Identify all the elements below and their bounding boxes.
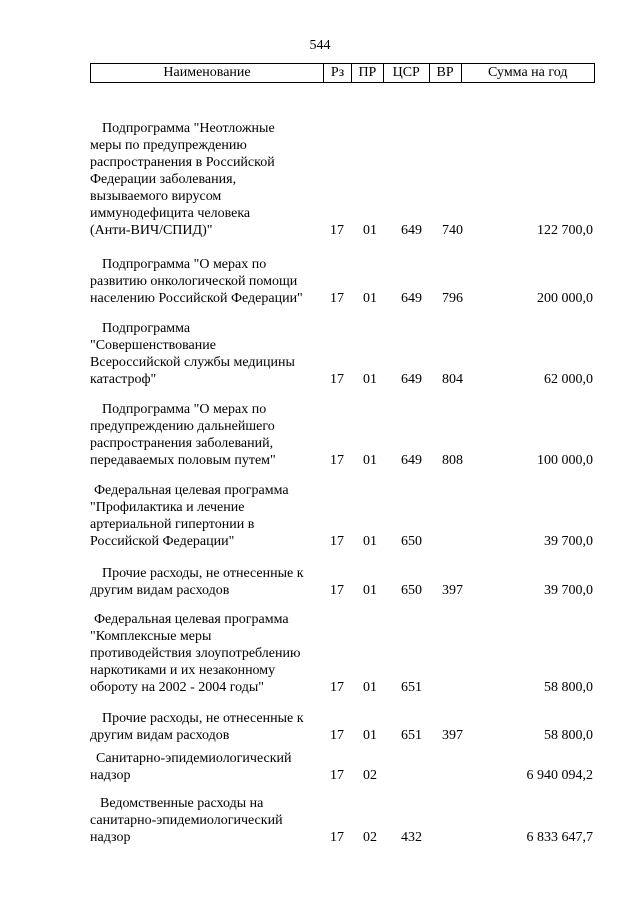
row-vr: 397 [442, 728, 463, 743]
row-name: Прочие расходы, не отнесенные к другим видам расходов [90, 711, 304, 743]
row-pr: 01 [363, 680, 377, 695]
header-name: Наименование [91, 64, 324, 82]
header-pr: ПР [352, 64, 384, 82]
row-pr: 01 [363, 583, 377, 598]
table-row [90, 318, 595, 388]
row-csr: 651 [401, 680, 422, 695]
row-name: Ведомственные расходы на санитарно-эпидемиологический надзор [90, 796, 283, 845]
row-sum: 39 700,0 [544, 583, 593, 598]
row-vr: 397 [442, 583, 463, 598]
row-sum: 62 000,0 [544, 372, 593, 387]
row-sum: 6 940 094,2 [526, 768, 593, 783]
row-vr: 804 [442, 372, 463, 387]
row-csr: 432 [401, 830, 422, 845]
table-row [90, 793, 595, 846]
row-rz: 17 [330, 680, 344, 695]
row-name: Подпрограмма "Совершенствование Всероссийской службы медицины катастроф" [90, 321, 295, 387]
table-row [90, 608, 595, 696]
table-row [90, 480, 595, 550]
row-sum: 200 000,0 [537, 291, 593, 306]
table-row [90, 563, 595, 599]
row-sum: 122 700,0 [537, 223, 593, 238]
row-csr: 649 [401, 291, 422, 306]
row-rz: 17 [330, 583, 344, 598]
table-row [90, 708, 595, 744]
header-sum: Сумма на год [488, 65, 568, 80]
row-pr: 01 [363, 534, 377, 549]
row-sum: 58 800,0 [544, 680, 593, 695]
table-row [90, 399, 595, 469]
table-row [90, 255, 595, 307]
row-name: Санитарно-эпидемиологический надзор [90, 751, 292, 783]
row-name: Подпрограмма "О мерах по предупреждению дальнейшего распространения заболеваний, передаваемых половым путем" [90, 402, 276, 468]
row-csr: 649 [401, 223, 422, 238]
row-rz: 17 [330, 830, 344, 845]
row-pr: 01 [363, 223, 377, 238]
row-rz: 17 [330, 291, 344, 306]
row-name: Подпрограмма "Неотложные меры по предупреждению распространения в Российской Федерации заболевания, вызываемого вирусом иммунодефицита человека (Анти-ВИЧ/СПИД)" [90, 121, 275, 238]
row-sum: 100 000,0 [537, 453, 593, 468]
row-rz: 17 [330, 534, 344, 549]
row-csr: 650 [401, 583, 422, 598]
row-vr: 808 [442, 453, 463, 468]
row-rz: 17 [330, 728, 344, 743]
row-name: Прочие расходы, не отнесенные к другим видам расходов [90, 566, 304, 598]
header-rz: Рз [324, 64, 352, 82]
row-csr: 649 [401, 453, 422, 468]
row-name: Федеральная целевая программа "Профилактика и лечение артериальной гипертонии в Российской Федерации" [90, 483, 289, 549]
table-row [90, 116, 595, 239]
row-pr: 01 [363, 291, 377, 306]
table-header [90, 63, 595, 83]
row-sum: 39 700,0 [544, 534, 593, 549]
row-sum: 6 833 647,7 [526, 830, 593, 845]
row-sum: 58 800,0 [544, 728, 593, 743]
row-name: Федеральная целевая программа "Комплексные меры противодействия злоупотреблению наркотиками и их незаконному обороту на 2002 - 2004 годы" [90, 612, 301, 695]
row-rz: 17 [330, 453, 344, 468]
row-pr: 01 [363, 453, 377, 468]
page-number: 544 [309, 38, 331, 53]
table-row [90, 748, 595, 784]
row-pr: 02 [363, 768, 377, 783]
row-name: Подпрограмма "О мерах по развитию онкологической помощи населению Российской Федерации" [90, 257, 303, 306]
row-csr: 650 [401, 534, 422, 549]
row-vr: 740 [442, 223, 463, 238]
header-csr: ЦСР [384, 64, 430, 82]
row-pr: 01 [363, 372, 377, 387]
row-rz: 17 [330, 768, 344, 783]
row-rz: 17 [330, 372, 344, 387]
row-vr: 796 [442, 291, 463, 306]
row-pr: 02 [363, 830, 377, 845]
row-pr: 01 [363, 728, 377, 743]
row-csr: 651 [401, 728, 422, 743]
header-vr: ВР [430, 64, 462, 82]
row-csr: 649 [401, 372, 422, 387]
row-rz: 17 [330, 223, 344, 238]
